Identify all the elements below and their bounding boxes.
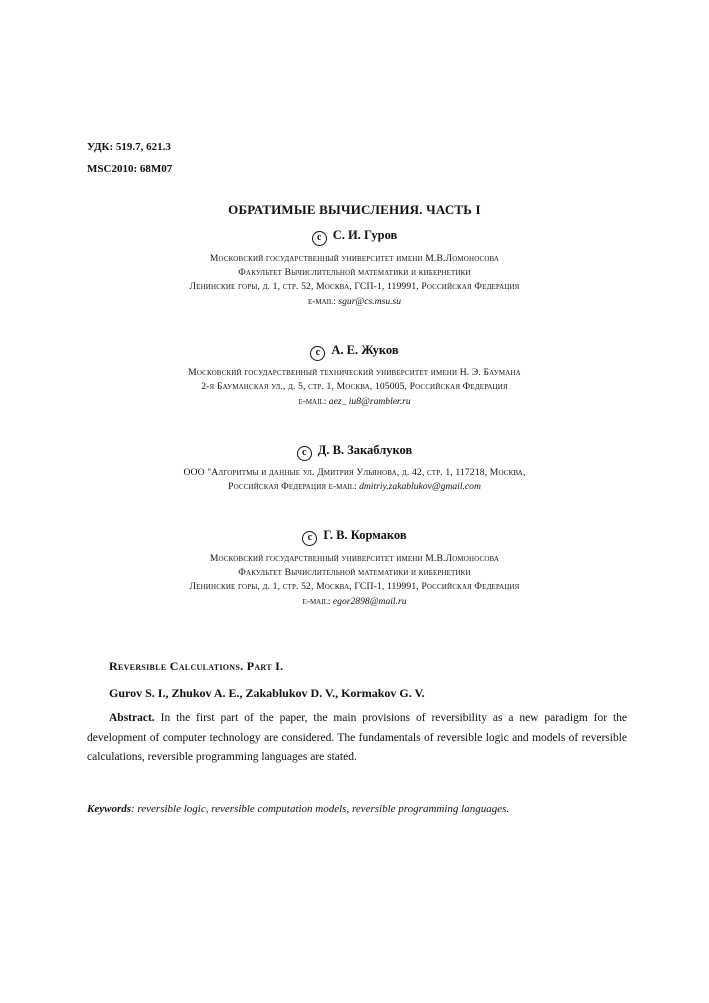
author-4-email: egor2898@mail.ru: [332, 596, 407, 607]
author-3-affiliation-2: Российская Федерация: [228, 481, 327, 492]
author-4-name: Г. В. Кормаков: [323, 528, 407, 542]
udk-code: УДК: 519.7, 621.3: [87, 141, 171, 153]
keywords: [87, 803, 647, 815]
keywords-label: Keywords: [87, 803, 131, 815]
abstract-label: Abstract.: [109, 712, 155, 724]
paper-title: ОБРАТИМЫЕ ВЫЧИСЛЕНИЯ. ЧАСТЬ I: [228, 202, 481, 217]
author-1-name-line: [0, 228, 709, 246]
author-1-email-line: [0, 296, 709, 307]
author-3-affiliation-email-line: [0, 481, 709, 492]
author-2-name-line: [0, 343, 709, 361]
author-2-email: aez_ iu8@rambler.ru: [328, 396, 411, 407]
author-1-email: sgur@cs.msu.su: [338, 296, 402, 307]
copyright-icon: c: [310, 346, 325, 361]
author-4-affiliation-1: Московский государственный университет имени М.В.Ломоносова: [209, 553, 500, 564]
author-1-affiliation-2: Факультет Вычислительной математики и кибернетики: [238, 267, 471, 278]
copyright-icon: c: [312, 231, 327, 246]
english-authors: Gurov S. I., Zhukov A. E., Zakablukov D. V., Kormakov G. V.: [109, 686, 425, 700]
copyright-icon: c: [297, 446, 312, 461]
author-4-name-line: [0, 528, 709, 546]
abstract: [87, 709, 627, 768]
email-label: e-mail:: [328, 481, 357, 492]
english-title: Reversible Calculations. Part I.: [109, 659, 284, 673]
author-2-affiliation-2: 2-я Бауманская ул., д. 5, стр. 1, Москва, 105005, Российская Федерация: [201, 381, 508, 392]
author-1-affiliation-1: Московский государственный университет имени М.В.Ломоносова: [209, 253, 500, 264]
author-4-affiliation-2: Факультет Вычислительной математики и кибернетики: [238, 567, 471, 578]
author-4-email-line: [0, 596, 709, 607]
email-label: e-mail:: [307, 296, 336, 307]
email-label: e-mail:: [302, 596, 331, 607]
author-2-email-line: [0, 396, 709, 407]
author-2-affiliation-1: Московский государственный технический университет имени Н. Э. Баумана: [188, 367, 521, 378]
email-label: e-mail:: [298, 396, 327, 407]
author-3-affiliation-1: ООО "Алгоритмы и данные ул. Дмитрия Ульянова, д. 42, стр. 1, 117218, Москва,: [183, 467, 526, 478]
author-1-affiliation-3: Ленинские горы, д. 1, стр. 52, Москва, ГСП-1, 119991, Российская Федерация: [189, 281, 520, 292]
msc-code: MSC2010: 68M07: [87, 163, 173, 175]
author-4-affiliation-3: Ленинские горы, д. 1, стр. 52, Москва, ГСП-1, 119991, Российская Федерация: [189, 581, 520, 592]
author-3-email: dmitriy.zakablukov@gmail.com: [359, 481, 481, 492]
author-2-name: А. Е. Жуков: [331, 343, 399, 357]
author-1-name: С. И. Гуров: [332, 228, 398, 242]
keywords-text: : reversible logic, reversible computation models, reversible programming languages.: [131, 803, 510, 815]
copyright-icon: c: [302, 531, 317, 546]
abstract-text: In the first part of the paper, the main provisions of reversibility as a new paradigm for the development of computer technology are considered. The fundamentals of reversible logic and models of reversible calculations, reversible programming languages are stated.: [87, 712, 627, 763]
author-3-name-line: [0, 443, 709, 461]
author-3-name: Д. В. Закаблуков: [317, 443, 413, 457]
